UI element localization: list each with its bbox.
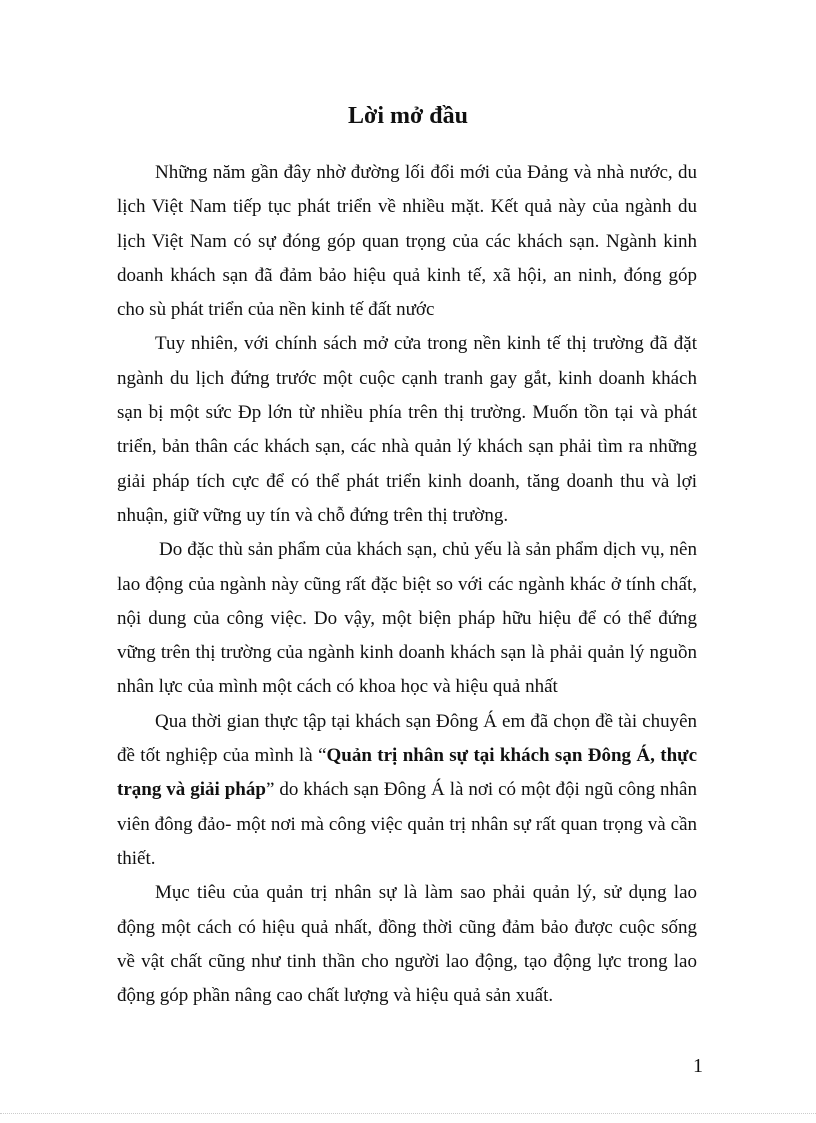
paragraph-3: Do đặc thù sản phẩm của khách sạn, chủ yếu là sản phẩm dịch vụ, nên lao động của ngành này cũng rất đặc biệt so với các ngành khác ở tính chất, nội dung của công việc. Do vậy, một biện pháp hữu hiệu để có thể đứng vững trên thị trường của ngành kinh doanh khách sạn là phải quản lý nguồn nhân lực của mình một cách có khoa học và hiệu quả nhất <box>117 539 697 698</box>
paragraph-5: Mục tiêu của quản trị nhân sự là làm sao phải quản lý, sử dụng lao động một cách có hiệu quả nhất, đồng thời cũng đảm bảo được cuộc sống về vật chất cũng như tinh thần cho người lao động, tạo động lực trong lao động góp phần nâng cao chất lượng và hiệu quả sản xuất. <box>117 882 697 1007</box>
page-title: Lời mở đầu <box>348 103 468 129</box>
paragraph-1: Những năm gần đây nhờ đường lối đổi mới của Đảng và nhà nước, du lịch Việt Nam tiếp tục phát triển về nhiều mặt. Kết quả này của ngành du lịch Việt Nam có sự đóng góp quan trọng của các khách sạn. Ngành kinh doanh khách sạn đã đảm bảo hiệu quả kinh tế, xã hội, an ninh, đóng góp cho sù phát triển của nền kinh tế đất nước <box>117 162 697 321</box>
document-body <box>117 156 697 1013</box>
thesis-topic-title: Quản trị nhân sự tại khách sạn Đông Á, thực trạng và giải pháp <box>117 745 697 801</box>
paragraph-2: Tuy nhiên, với chính sách mở cửa trong nền kinh tế thị trường đã đặt ngành du lịch đứng trước một cuộc cạnh tranh gay gắt, kinh doanh khách sạn bị một sức Đp lớn từ nhiều phía trên thị trường. Muốn tồn tại và phát triển, bản thân các khách sạn, các nhà quản lý khách sạn phải tìm ra những giải pháp tích cực để có thể phát triển kinh doanh, tăng doanh thu và lợi nhuận, giữ vững uy tín và chỗ đứng trên thị trường. <box>117 333 697 526</box>
paragraph-4-intro: Qua thời gian thực tập tại khách sạn Đông Á em đã chọn đề tài chuyên đề tốt nghiệp của mình là “ <box>117 710 697 767</box>
page-bottom-divider <box>0 1113 816 1114</box>
page-number: 1 <box>693 1055 703 1077</box>
paragraph-4-rest: ” do khách sạn Đông Á là nơi có một đội ngũ công nhân viên đông đảo- một nơi mà công việc quản trị nhân sự rất quan trọng và cần thiết. <box>117 779 697 869</box>
paragraph-4 <box>117 705 697 876</box>
